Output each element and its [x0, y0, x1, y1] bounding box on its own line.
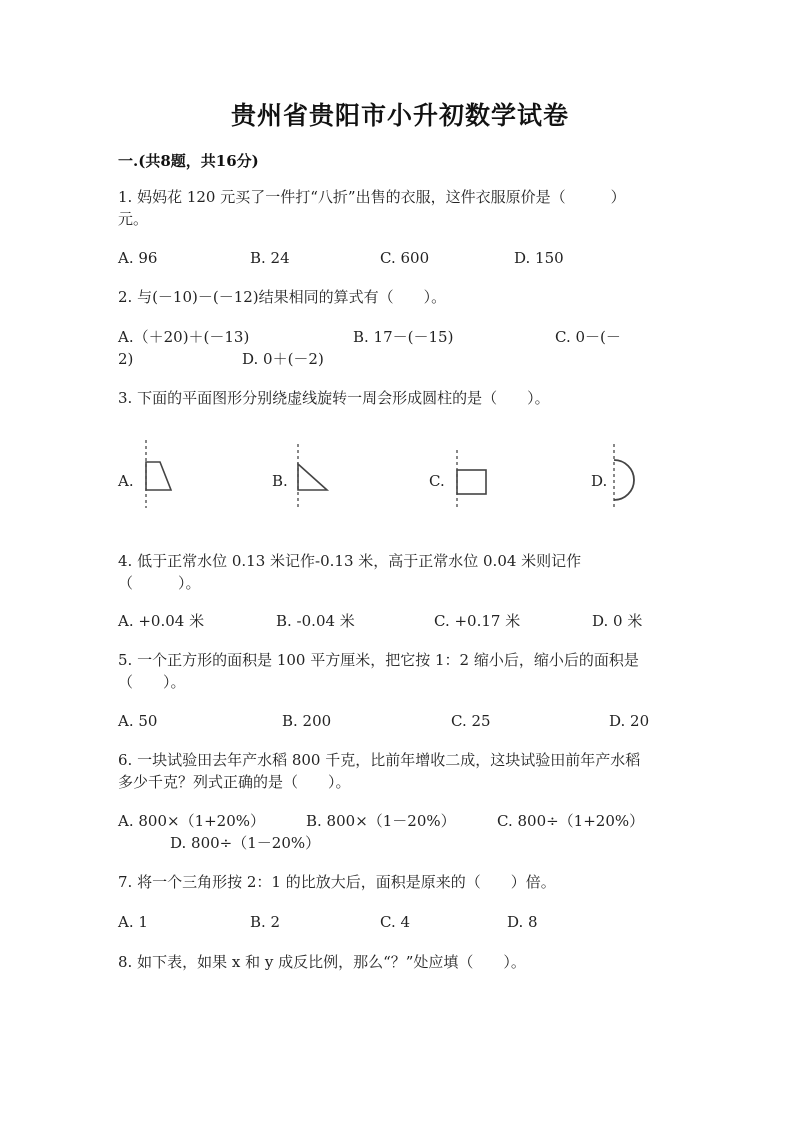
question-7-option-c: C. 4	[380, 913, 411, 931]
figure-trapezoid-axis	[136, 440, 180, 510]
question-6-text-cont: 多少千克？列式正确的是（ ）。	[118, 773, 351, 791]
question-4-option-d: D. 0 米	[592, 612, 643, 630]
question-1-option-b: B. 24	[250, 249, 290, 267]
question-2-option-c-cont: 2)	[118, 350, 134, 368]
question-6-text: 6. 一块试验田去年产水稻 800 千克，比前年增收二成，这块试验田前年产水稻	[118, 751, 641, 769]
question-1-text-cont: 元。	[118, 210, 149, 228]
question-5-option-d: D. 20	[609, 712, 650, 730]
question-7-option-a: A. 1	[118, 913, 148, 931]
question-5-option-b: B. 200	[282, 712, 332, 730]
question-7-text: 7. 将一个三角形按 2：1 的比放大后，面积是原来的（ ）倍。	[118, 873, 556, 891]
question-5-option-a: A. 50	[118, 712, 158, 730]
question-2-text: 2. 与(－10)－(－12)结果相同的算式有（ ）。	[118, 288, 447, 306]
question-3-text: 3. 下面的平面图形分别绕虚线旋转一周会形成圆柱的是（ ）。	[118, 389, 550, 407]
question-4-text-cont: （ ）。	[118, 574, 201, 592]
question-5-text: 5. 一个正方形的面积是 100 平方厘米，把它按 1：2 缩小后，缩小后的面积是	[118, 651, 639, 669]
question-6-option-a: A. 800×（1+20%）	[118, 812, 266, 830]
question-6-option-b: B. 800×（1－20%）	[306, 812, 456, 830]
page-title: 贵州省贵阳市小升初数学试卷	[230, 101, 569, 130]
question-3-option-b: B.	[272, 472, 288, 490]
question-4-option-b: B. -0.04 米	[276, 612, 355, 630]
question-2-option-a: A.（＋20)＋(－13)	[118, 328, 250, 346]
question-2-option-d: D. 0＋(－2)	[242, 350, 324, 368]
question-1-text: 1. 妈妈花 120 元买了一件打“八折”出售的衣服，这件衣服原价是（ ）	[118, 188, 626, 206]
question-4-option-a: A. +0.04 米	[118, 612, 205, 630]
question-4-option-c: C. +0.17 米	[434, 612, 521, 630]
question-7-option-b: B. 2	[250, 913, 281, 931]
figure-semicircle-axis	[604, 444, 644, 510]
question-3-option-d: D.	[591, 472, 608, 490]
question-1-option-c: C. 600	[380, 249, 430, 267]
question-5-option-c: C. 25	[451, 712, 491, 730]
question-6-option-c: C. 800÷（1+20%）	[497, 812, 645, 830]
figure-triangle-axis	[290, 444, 334, 510]
question-2-option-b: B. 17－(－15)	[353, 328, 454, 346]
question-2-option-c: C. 0－(－	[555, 328, 621, 346]
figure-rectangle-axis	[448, 450, 492, 510]
question-1-option-d: D. 150	[514, 249, 564, 267]
question-7-option-d: D. 8	[507, 913, 538, 931]
question-3-option-c: C.	[429, 472, 445, 490]
question-8-text: 8. 如下表，如果 x 和 y 成反比例，那么“？”处应填（ ）。	[118, 953, 526, 971]
question-4-text: 4. 低于正常水位 0.13 米记作-0.13 米，高于正常水位 0.04 米则记作	[118, 552, 582, 570]
question-6-option-d: D. 800÷（1－20%）	[170, 834, 321, 852]
question-5-text-cont: （ ）。	[118, 673, 186, 691]
section-heading: 一.(共8题，共16分)	[118, 152, 259, 170]
question-3-option-a: A.	[118, 472, 134, 490]
question-1-option-a: A. 96	[118, 249, 158, 267]
